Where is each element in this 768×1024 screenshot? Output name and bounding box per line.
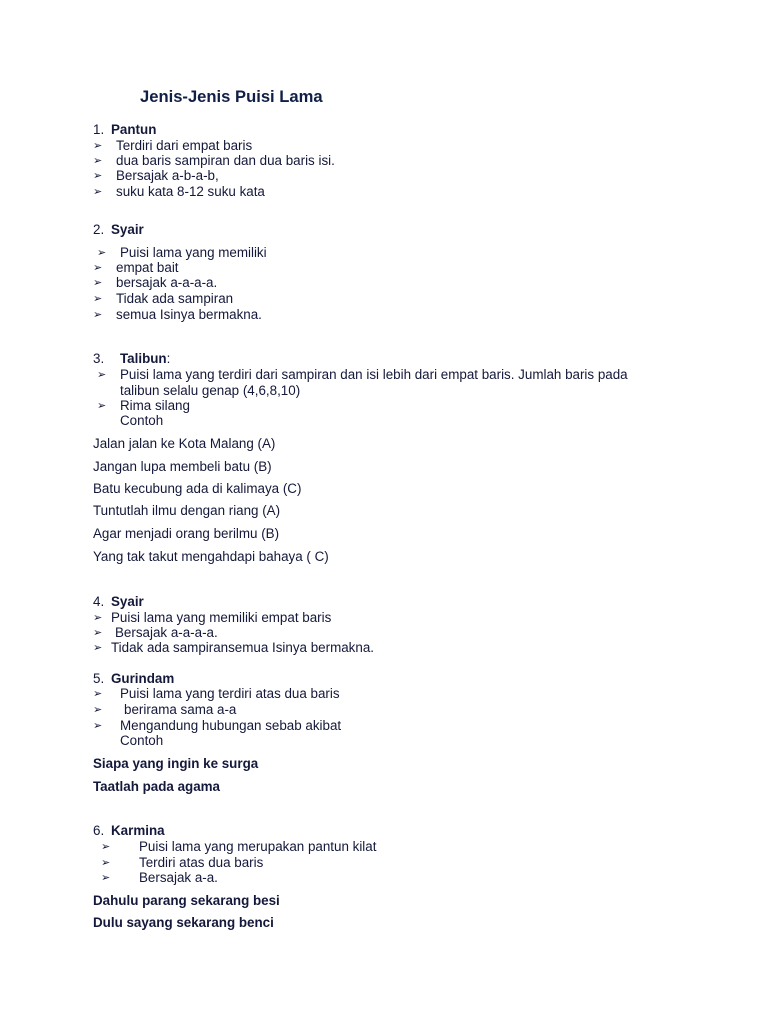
list-item: Puisi lama yang terdiri dari sampiran dan isi lebih dari empat baris. Jumlah baris pada [120,367,628,382]
poem-line: Dulu sayang sekarang benci [93,915,274,930]
bullet-arrow-icon: ➢ [93,293,103,305]
list-item: Bersajak a-a. [139,870,218,885]
bullet-arrow-icon: ➢ [93,186,103,198]
bullet-arrow-icon: ➢ [97,400,107,412]
section-heading: Gurindam [111,671,175,686]
bullet-arrow-icon: ➢ [97,247,107,259]
bullet-arrow-icon: ➢ [97,369,107,381]
bullet-arrow-icon: ➢ [93,170,103,182]
list-item: Puisi lama yang terdiri atas dua baris [120,686,340,701]
poem-line: Taatlah pada agama [93,779,221,794]
section-heading: Pantun [111,122,157,137]
bullet-arrow-icon: ➢ [93,155,103,167]
section-heading: Syair [111,222,144,237]
list-item: berirama sama a-a [124,702,237,717]
bullet-arrow-icon: ➢ [93,612,103,624]
list-item: Mengandung hubungan sebab akibat [120,718,342,733]
bullet-arrow-icon: ➢ [93,627,103,639]
bullet-arrow-icon: ➢ [93,309,103,321]
section-number: 5. [93,671,105,686]
section-heading: Syair [111,594,144,609]
section-heading: Talibun: [120,351,171,366]
list-item: Puisi lama yang merupakan pantun kilat [139,839,377,854]
bullet-arrow-icon: ➢ [93,262,103,274]
bullet-arrow-icon: ➢ [101,857,111,869]
bullet-arrow-icon: ➢ [93,688,103,700]
list-item-continuation: talibun selalu genap (4,6,8,10) [120,383,301,398]
page-title: Jenis-Jenis Puisi Lama [140,87,323,106]
bullet-arrow-icon: ➢ [93,140,103,152]
poem-line: Jalan jalan ke Kota Malang (A) [93,436,276,451]
example-label: Contoh [120,733,164,748]
list-item: Terdiri atas dua baris [139,855,264,870]
poem-line: Dahulu parang sekarang besi [93,893,280,908]
list-item: Bersajak a-b-a-b, [116,168,219,183]
list-item: Puisi lama yang memiliki [120,245,267,260]
bullet-arrow-icon: ➢ [93,704,103,716]
list-item: empat bait [116,260,179,275]
poem-line: Batu kecubung ada di kalimaya (C) [93,481,302,496]
list-item: Tidak ada sampiransemua Isinya bermakna. [111,640,374,655]
poem-line: Siapa yang ingin ke surga [93,756,259,771]
list-item: suku kata 8-12 suku kata [116,184,265,199]
bullet-arrow-icon: ➢ [93,277,103,289]
poem-line: Yang tak takut mengahdapi bahaya ( C) [93,549,329,564]
section-heading: Karmina [111,823,165,838]
poem-line: Jangan lupa membeli batu (B) [93,459,272,474]
example-label: Contoh [120,413,164,428]
list-item: Tidak ada sampiran [116,291,234,306]
bullet-arrow-icon: ➢ [93,642,103,654]
list-item: Puisi lama yang memiliki empat baris [111,610,332,625]
list-item: Rima silang [120,398,190,413]
poem-line: Agar menjadi orang berilmu (B) [93,526,280,541]
list-item: Terdiri dari empat baris [116,138,253,153]
bullet-arrow-icon: ➢ [101,841,111,853]
list-item: bersajak a-a-a-a. [116,275,218,290]
section-number: 3. [93,351,105,366]
section-number: 6. [93,823,105,838]
list-item: Bersajak a-a-a-a. [115,625,218,640]
section-number: 2. [93,222,105,237]
list-item: dua baris sampiran dan dua baris isi. [116,153,335,168]
poem-line: Tuntutlah ilmu dengan riang (A) [93,503,281,518]
bullet-arrow-icon: ➢ [93,720,103,732]
list-item: semua Isinya bermakna. [116,307,262,322]
bullet-arrow-icon: ➢ [101,872,111,884]
section-number: 4. [93,594,105,609]
section-number: 1. [93,122,105,137]
